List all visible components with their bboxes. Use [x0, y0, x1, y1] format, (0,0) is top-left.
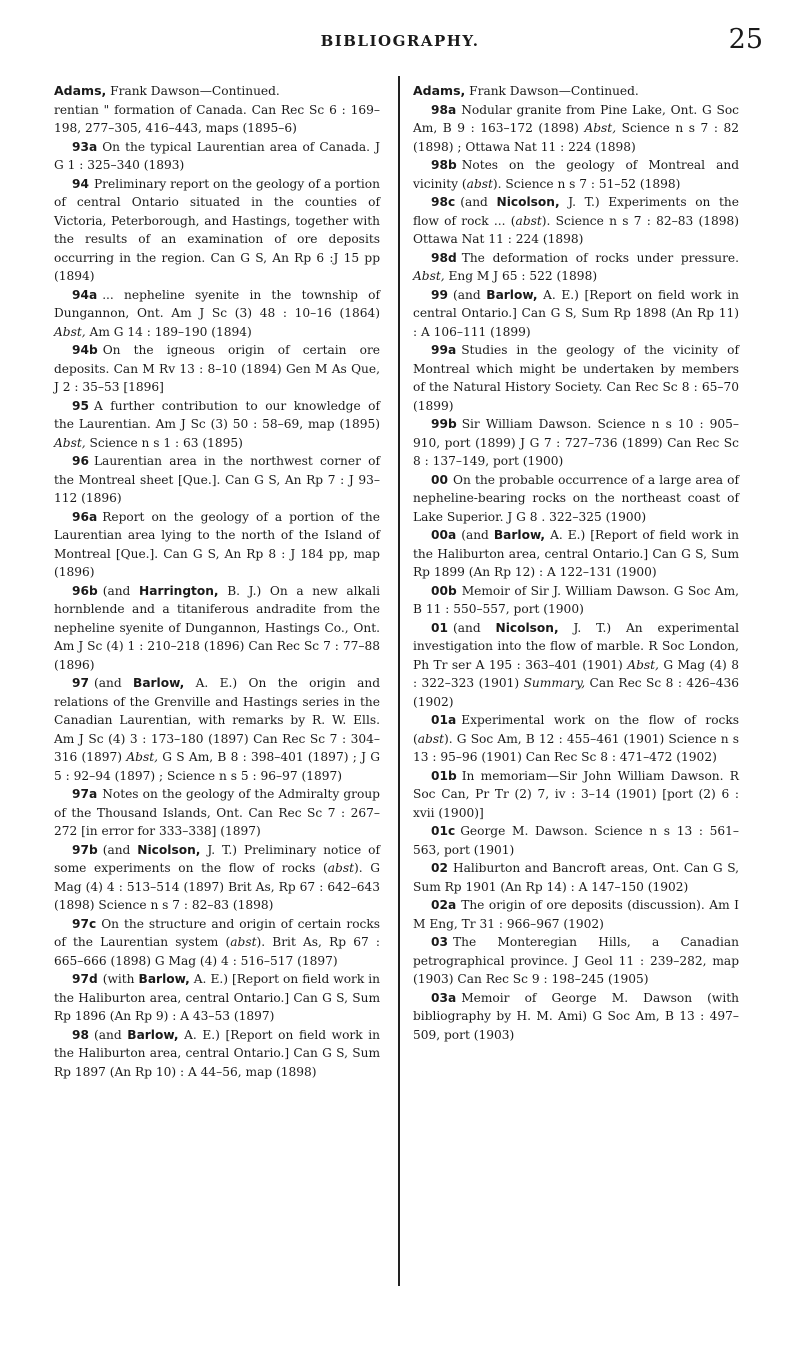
bibliography-entry — [413, 286, 739, 342]
entry-text: Haliburton and Bancroft areas, Ont. Can G S, Sum Rp 1901 (An Rp 14) : A 147–150 (1902) — [413, 861, 739, 894]
entry-text: On the typical Laurentian area of Canada. J G 1 : 325–340 (1893) — [54, 139, 380, 172]
entry-code: 96b — [72, 583, 98, 598]
entry-code: 98b — [431, 158, 457, 172]
entry-text: ... nepheline syenite in the township of Dungannon, Ont. Am J Sc (3) 48 : 10–16 (1864) — [54, 287, 380, 320]
bibliography-entry — [413, 619, 739, 712]
author-heading-rest: Frank Dawson—Continued. — [106, 84, 280, 98]
entry-code: 96 — [72, 454, 89, 468]
entry-code: 98a — [431, 102, 457, 117]
entry-text: Memoir of George M. Dawson (with bibliography by H. M. Ami) G Soc Am, B 13 : 497–509, port (1903) — [413, 990, 739, 1042]
entry-code: 99a — [431, 343, 457, 357]
entry-code: 00b — [431, 583, 457, 598]
bibliography-entry — [54, 286, 380, 342]
entry-text-tail: ). Science n s 7 : 82–83 (1898) Ottawa Nat 11 : 224 (1898) — [413, 213, 739, 246]
coauthor-name: Nicolson, — [495, 620, 559, 635]
author-name: Adams, — [54, 83, 107, 98]
entry-code: 98d — [431, 250, 457, 265]
coauthor-name: Nicolson, — [137, 842, 201, 857]
author-heading — [413, 82, 739, 101]
entry-code: 03 — [431, 935, 448, 949]
entry-text: In memoriam—Sir John William Dawson. R Soc Can, Pr Tr (2) 7, iv : 3–14 (1901) [port (2) 6 : xvii (1900)] — [413, 768, 739, 820]
abstract-marker: Abst, — [54, 435, 86, 450]
running-title: BIBLIOGRAPHY. — [320, 32, 480, 50]
author-heading — [54, 82, 380, 101]
bibliography-entry — [54, 138, 380, 175]
entry-code: 93a — [72, 139, 98, 154]
bibliography-entry — [413, 989, 739, 1045]
entry-text: Studies in the geology of the vicinity of Montreal which might be undertaken by members of the Natural History Society. Can Rec Sc 8 : 65–70 (1899) — [413, 343, 739, 413]
summary-marker: Summary, — [523, 676, 586, 690]
entry-code: 00a — [431, 528, 457, 542]
bibliography-entry — [413, 249, 739, 286]
entry-code: 99b — [431, 417, 457, 431]
bibliography-entry — [54, 785, 380, 841]
entry-code: 97d — [72, 972, 98, 986]
entry-code: 95 — [72, 398, 89, 413]
bibliography-entry — [413, 933, 739, 989]
entry-text-tail: ). G Mag (4) 4 : 513–514 (1897) Brit As, Rp 67 : 642–643 (1898) Science n s 7 : 82–83 (1898) — [54, 861, 380, 912]
abstract-marker: Abst, — [126, 750, 158, 764]
entry-text: A. E.) On the origin and relations of the Grenville and Hastings series in the Canadian Laurentian, with remarks by R. W. Ells. Am J Sc (4) 3 : 173–180 (1897) Can Rec Sc 7 : 304–316 (1897) — [54, 676, 381, 764]
bibliography-entry — [413, 101, 739, 157]
entry-prefix: (and — [452, 287, 487, 302]
coauthor-name: Barlow, — [493, 528, 546, 542]
coauthor-name: Harrington, — [139, 583, 219, 598]
bibliography-entry — [54, 101, 380, 138]
coauthor-name: Nicolson, — [496, 195, 560, 209]
entry-text: Laurentian area in the northwest corner of the Montreal sheet [Que.]. Can G S, An Rp 7 : J 93–112 (1896) — [54, 454, 380, 505]
bibliography-entry — [54, 915, 380, 971]
entry-code: 00 — [431, 472, 448, 487]
entry-code: 02a — [431, 898, 457, 912]
coauthor-name: Barlow, — [138, 972, 190, 986]
bibliography-entry — [54, 674, 380, 785]
entry-prefix: (with — [102, 972, 139, 986]
entry-text-tail: ). G Soc Am, B 12 : 455–461 (1901) Science n s 13 : 95–96 (1901) Can Rec Sc 8 : 471–472 (1902) — [413, 731, 739, 764]
bibliography-entry — [54, 1026, 380, 1082]
bibliography-entry — [54, 175, 380, 286]
bibliography-entry — [413, 471, 739, 527]
bibliography-entry — [54, 582, 380, 675]
entry-code: 01 — [431, 620, 448, 635]
entry-code: 98 — [72, 1027, 89, 1042]
entry-code: 97 — [72, 676, 89, 690]
bibliography-entry — [413, 582, 739, 619]
page-number: 25 — [728, 24, 763, 55]
entry-text-tail: Science n s 1 : 63 (1895) — [85, 435, 243, 450]
entry-text: J. T.) Experiments on the flow of rock ... ( — [413, 195, 739, 228]
bibliography-entry — [54, 341, 380, 397]
bibliography-entry — [413, 193, 739, 249]
bibliography-entry — [54, 397, 380, 453]
abstract-marker: Abst, — [54, 324, 86, 339]
entry-text: A. E.) [Report on field work in the Haliburton area, central Ontario.] Can G S, Sum Rp 1896 (An Rp 9) : A 43–53 (1897) — [54, 972, 380, 1023]
entry-text: The deformation of rocks under pressure. — [461, 250, 739, 265]
entry-list — [54, 101, 380, 1082]
entry-text: Nodular granite from Pine Lake, Ont. G Soc Am, B 9 : 163–172 (1898) — [413, 102, 739, 135]
coauthor-name: Barlow, — [127, 1027, 179, 1042]
author-name: Adams, — [413, 83, 466, 98]
bibliography-entry — [54, 508, 380, 582]
abstract-marker: Abst, — [584, 121, 617, 135]
entry-text: rentian " formation of Canada. Can Rec Sc 6 : 169–198, 277–305, 416–443, maps (1895–6) — [54, 102, 380, 135]
entry-text: A further contribution to our knowledge of the Laurentian. Am J Sc (3) 50 : 58–69, map (1895) — [54, 398, 380, 431]
entry-text: Report on the geology of a portion of the Laurentian area lying to the north of the Island of Montreal [Que.]. Can G S, An Rp 8 : J 184 pp, map (1896) — [54, 509, 380, 579]
entry-text-tail: G S Am, B 8 : 398–401 (1897) ; J G 5 : 92–94 (1897) ; Science n s 5 : 96–97 (1897) — [54, 750, 380, 783]
abstract-marker: abst — [230, 935, 257, 949]
abstract-marker: abst — [417, 731, 444, 746]
entry-code: 97b — [72, 842, 98, 857]
entry-prefix: (and — [452, 620, 496, 635]
entry-text: Preliminary report on the geology of a portion of central Ontario situated in the counties of Victoria, Peterborough, and Hastings, together with the results of an examination of ore deposits occurring in the region. Can G S, An Rp 6 :J 15 pp (1894) — [54, 176, 380, 283]
entry-code: 97a — [72, 787, 98, 801]
entry-text-tail: Can Rec Sc 8 : 426–436 (1902) — [413, 676, 740, 709]
entry-code: 02 — [431, 861, 448, 875]
abstract-marker: abst — [327, 861, 354, 875]
entry-text: A. E.) [Report of field work in the Haliburton area, central Ontario.] Can G S, Sum Rp 1899 (An Rp 12) : A 122–131 (1900) — [413, 528, 739, 579]
bibliography-entry — [413, 341, 739, 415]
entry-code: 94 — [72, 176, 89, 191]
entry-text: The origin of ore deposits (discussion). Am I M Eng, Tr 31 : 966–967 (1902) — [413, 898, 739, 931]
entry-text: Memoir of Sir J. William Dawson. G Soc Am, B 11 : 550–557, port (1900) — [413, 583, 739, 616]
column-divider — [398, 76, 400, 1286]
bibliography-entry — [54, 970, 380, 1026]
entry-code: 99 — [431, 287, 448, 302]
entry-text: J. T.) Preliminary notice of some experiments on the flow of rocks ( — [54, 842, 380, 875]
coauthor-name: Barlow, — [133, 676, 185, 690]
entry-prefix: (and — [460, 195, 497, 209]
left-column — [54, 82, 380, 1081]
bibliography-entry — [413, 767, 739, 823]
entry-code: 97c — [72, 916, 97, 931]
page-header — [0, 22, 800, 62]
entry-text-tail: Science n s 7 : 82 (1898) ; Ottawa Nat 11 : 224 (1898) — [413, 121, 739, 154]
bibliography-entry — [413, 156, 739, 193]
entry-text: On the probable occurrence of a large area of nepheline-bearing rocks on the northeast coast of Lake Superior. J G 8 . 322–325 (1900) — [413, 472, 739, 524]
bibliography-entry — [413, 711, 739, 767]
entry-code: 94b — [72, 343, 98, 357]
right-column — [413, 82, 739, 1044]
entry-code: 94a — [72, 287, 98, 302]
entry-text: A. E.) [Report on field work in the Haliburton area, central Ontario.] Can G S, Sum Rp 1897 (An Rp 10) : A 44–56, map (1898) — [54, 1027, 381, 1079]
entry-text: J. T.) An experimental investigation into the flow of marble. R Soc London, Ph Tr ser A 195 : 363–401 (1901) — [413, 620, 740, 672]
abstract-marker: abst — [466, 176, 493, 191]
entry-text: Sir William Dawson. Science n s 10 : 905–910, port (1899) J G 7 : 727–736 (1899) Can Rec Sc 8 : 137–149, port (1900) — [413, 417, 739, 468]
entry-list — [413, 101, 739, 1045]
entry-code: 01a — [431, 713, 457, 727]
entry-prefix: (and — [93, 1027, 128, 1042]
entry-text: B. J.) On a new alkali hornblende and a titaniferous andradite from the nepheline syenite of Dungannon, Hastings Co., Ont. Am J Sc (4) 1 : 210–218 (1896) Can Rec Sc 7 : 77–88 (1896) — [54, 583, 381, 672]
entry-code: 96a — [72, 509, 98, 524]
bibliography-entry — [54, 841, 380, 915]
entry-prefix: (and — [461, 528, 494, 542]
bibliography-entry — [54, 452, 380, 508]
entry-text-tail: ). Brit As, Rp 67 : 665–666 (1898) G Mag (4) 4 : 516–517 (1897) — [54, 935, 380, 968]
entry-text: A. E.) [Report on field work in central Ontario.] Can G S, Sum Rp 1898 (An Rp 11) : A 106–111 (1899) — [413, 287, 740, 339]
entry-code: 03a — [431, 990, 457, 1005]
bibliography-entry — [413, 415, 739, 471]
entry-text: Experimental work on the flow of rocks ( — [413, 713, 739, 746]
coauthor-name: Barlow, — [486, 287, 538, 302]
bibliography-entry — [413, 526, 739, 582]
entry-text: Notes on the geology of the Admiralty group of the Thousand Islands, Ont. Can Rec Sc 7 : 267–272 [in error for 333–338] (1897) — [54, 787, 380, 838]
entry-code: 01c — [431, 824, 456, 838]
author-heading-rest: Frank Dawson—Continued. — [465, 84, 639, 98]
entry-text: George M. Dawson. Science n s 13 : 561–563, port (1901) — [413, 824, 739, 857]
abstract-marker: Abst, — [413, 269, 445, 283]
entry-text-tail: Am G 14 : 189–190 (1894) — [85, 324, 252, 339]
entry-text-tail: Eng M J 65 : 522 (1898) — [444, 269, 598, 283]
entry-prefix: (and — [102, 583, 140, 598]
entry-text-tail: ). Science n s 7 : 51–52 (1898) — [492, 176, 681, 191]
bibliography-entry — [413, 859, 739, 896]
entry-text: On the igneous origin of certain ore deposits. Can M Rv 13 : 8–10 (1894) Gen M As Que, J 2 : 35–53 [1896] — [54, 343, 380, 394]
entry-prefix: (and — [102, 842, 138, 857]
entry-code: 98c — [431, 195, 456, 209]
entry-text: The Monteregian Hills, a Canadian petrographical province. J Geol 11 : 239–282, map (1903) Can Rec Sc 9 : 198–245 (1905) — [413, 935, 739, 986]
entry-text: Notes on the geology of Montreal and vicinity ( — [413, 158, 739, 191]
entry-code: 01b — [431, 768, 457, 783]
bibliography-entry — [413, 822, 739, 859]
abstract-marker: Abst, — [627, 657, 659, 672]
entry-prefix: (and — [93, 676, 134, 690]
entry-text-tail: G Mag (4) 8 : 322–323 (1901) — [413, 657, 740, 690]
entry-text: On the structure and origin of certain rocks of the Laurentian system ( — [54, 916, 380, 949]
abstract-marker: abst — [515, 213, 542, 228]
bibliography-entry — [413, 896, 739, 933]
